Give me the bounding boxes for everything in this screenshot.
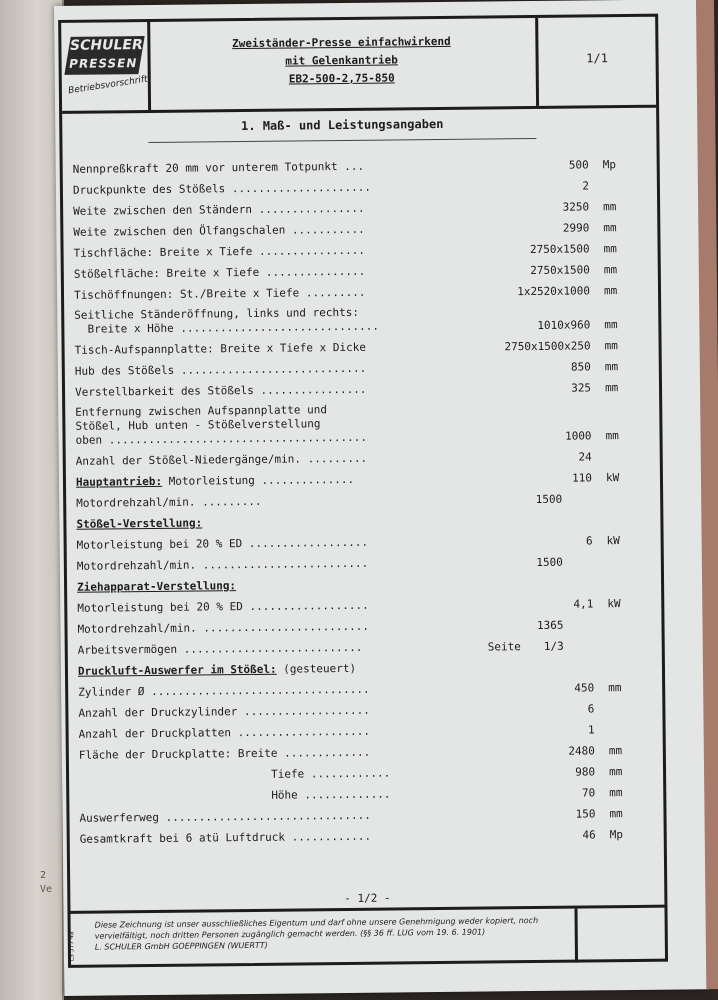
draw-adjust-power-row: Motorleistung bei 20 % ED .................. 4,1 kW <box>77 597 621 615</box>
document-page <box>54 0 708 996</box>
spec-row: Verstellbarkeit des Stößels ................ 325 mm <box>74 381 619 399</box>
spec-row: Stößelfläche: Breite x Tiefe ............... 2750x1500 mm <box>73 263 618 281</box>
main-drive-power-value: 110 <box>572 471 593 485</box>
form-code: LS 577 4a <box>68 931 76 962</box>
draw-adjust-speed-row: Motordrehzahl/min. ......................... 1365 <box>77 618 564 636</box>
logo-line-2: PRESSEN <box>67 56 139 71</box>
page-edge <box>696 0 718 989</box>
ejector-heading-note: (gesteuert) <box>283 661 357 676</box>
ejector-row: Gesamtkraft bei 6 atü Luftdruck ............ 46 Mp <box>79 828 624 846</box>
spec-list <box>63 153 664 850</box>
draw-adjust-heading: Ziehapparat-Verstellung: <box>77 579 237 594</box>
ejector-row: Auswerferweg ............................... 150 mm <box>79 807 623 825</box>
drawing-frame <box>58 14 668 968</box>
spec-row: Anzahl der Stößel-Niedergänge/min. ......... 24 <box>75 450 592 468</box>
ram-adjust-power-row: Motorleistung bei 20 % ED .................. 6 kW <box>76 534 620 552</box>
title-line-3: EB2-500-2,75-850 <box>288 71 395 86</box>
main-drive-power-unit: kW <box>605 471 620 485</box>
logo-cell <box>61 22 151 111</box>
footer-notice <box>95 915 575 953</box>
left-mark-2: Ve <box>40 884 53 895</box>
footer-empty-cell <box>574 908 668 963</box>
footer-line-3: L. SCHULER GmbH GOEPPINGEN (WUERTT) <box>94 940 268 952</box>
title-cell <box>147 18 536 110</box>
ejector-row: Zylinder Ø ................................. 450 mm <box>78 681 622 699</box>
spec-row: Tischfläche: Breite x Tiefe ................ 2750x1500 mm <box>73 242 617 260</box>
title-block <box>61 17 656 114</box>
left-mark-1: 2 <box>40 870 47 881</box>
footer-line-2: vervielfältigt, noch dritten Personen zugänglich gemacht werden. (§§ 36 ff. LUG vom 19. 6. 1901) <box>94 927 486 941</box>
ejector-row: Fläche der Druckplatte: Breite ............. 2480 mm <box>78 744 623 762</box>
ejector-row: Höhe ............. 70 mm <box>271 786 623 802</box>
page-cell: 1/1 <box>535 17 656 106</box>
page-number: - 1/2 - <box>344 891 391 906</box>
footer-line-1: Diese Zeichnung ist unser ausschließliches Eigentum und darf ohne unsere Genehmigung weder kopiert, noch <box>94 915 539 930</box>
draw-adjust-work-row: Arbeitsvermögen ........................... Seite 1/3 <box>77 639 564 657</box>
ejector-row: Tiefe ............ 980 mm <box>270 765 623 781</box>
schuler-logo <box>64 36 144 75</box>
ejector-row: Anzahl der Druckplatten .................... 1 <box>78 723 595 741</box>
spec-row: Nennpreßkraft 20 mm vor unterem Totpunkt ... 500 Mp <box>72 158 617 176</box>
title-line-2: mit Gelenkantrieb <box>285 53 398 68</box>
ejector-row: Anzahl der Druckzylinder ................... 6 <box>78 702 595 720</box>
spec-row: Hub des Stößels ............................ 850 mm <box>74 360 619 378</box>
footer-block <box>70 905 665 968</box>
section-title: 1. Maß- und Leistungsangaben <box>241 116 444 134</box>
spec-row: Entfernung zwischen Aufspannplatte und Stößel, Hub unten - Stößelverstellung oben ....................................... 1000 mm <box>75 403 619 447</box>
main-drive-power-label: Motorleistung .............. <box>168 472 355 488</box>
left-adjacent-sheet <box>0 0 64 1000</box>
main-drive-speed-row: Motordrehzahl/min. ......... 1500 <box>76 492 563 510</box>
main-drive-heading: Hauptantrieb: <box>75 474 163 489</box>
spec-row: Tisch-Aufspannplatte: Breite x Tiefe x Dicke 2750x1500x250 mm <box>74 339 618 357</box>
ram-adjust-speed-row: Motordrehzahl/min. ......................... 1500 <box>76 555 563 573</box>
spec-row: Weite zwischen den Ölfangschalen ........... 2990 mm <box>73 221 617 239</box>
spec-row: Seitliche Ständeröffnung, links und rechts: Breite x Höhe .............................. 1010x960 mm <box>74 305 618 336</box>
spec-row: Weite zwischen den Ständern ................ 3250 mm <box>73 200 617 218</box>
spec-row: Druckpunkte des Stößels ..................... 2 <box>72 179 589 197</box>
section-rule <box>148 138 536 143</box>
logo-subtitle: Betriebsvorschrift <box>67 74 149 97</box>
logo-line-1: SCHULER <box>68 37 144 54</box>
spec-row: Tischöffnungen: St./Breite x Tiefe ......... 1x2520x1000 mm <box>73 284 618 302</box>
ram-adjust-heading: Stößel-Verstellung: <box>76 516 203 531</box>
title-line-1: Zweiständer-Presse einfachwirkend <box>232 34 451 51</box>
ejector-heading: Druckluft-Auswerfer im Stößel: <box>77 662 277 678</box>
